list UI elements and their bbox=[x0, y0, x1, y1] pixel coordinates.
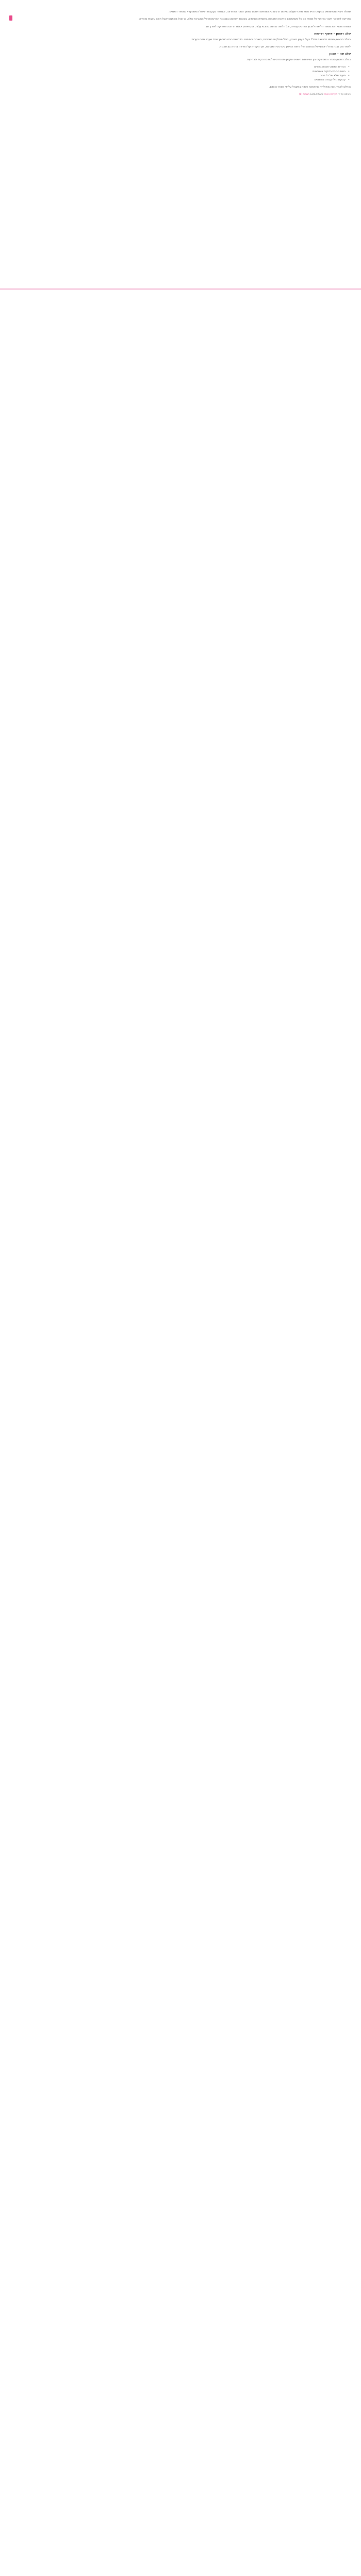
paragraph: שאלת ריבוי המשתמשים במערכת היא נושא מרכזי שעלה בדיונים הרבים בין הצוותים השונים במשך השנה האחרונה, ובמיוחד בעקבות הגידול המשמעותי במספר המנויים. bbox=[168, 10, 351, 13]
meta-date: 12/03/2023 bbox=[310, 93, 323, 96]
paragraph: הצוות הטכני הציג מספר חלופות לתכנון הארכיטקטורה, וכל חלופה נבחנה בהיבטי עלות, זמן פיתוח, יכולת הרחבה ותחזוקה לאורך זמן. bbox=[205, 25, 351, 28]
paragraph: בשלב הראשון נאספו הדרישות מכלל בעלי העניין בארגון, כולל מחלקות המכירות, השירות והפיתוח. הדרישות רוכזו במסמך אחד שעבר סבבי הערות. bbox=[190, 38, 351, 41]
meta-author-link[interactable]: מערכת האתר bbox=[324, 93, 338, 96]
paragraph: לאחר מכן נבנה מודל ראשוני של הנתונים ושל זרימת המידע בין רכיבי המערכת, תוך הקפדה על הפרדה ברורה בין שכבות. bbox=[219, 45, 351, 49]
list-item: • תיעוד מלא של כל רכיב bbox=[119, 74, 346, 78]
bookmark-icon[interactable] bbox=[9, 15, 12, 21]
section-divider bbox=[0, 289, 361, 290]
section-1 bbox=[119, 10, 351, 97]
paragraph: הדרישה לאפשר חיבור בו־זמני של מספר רב של משתמשים מחייבת התאמות בתשתית השרתים, בשכבת האחסון ובמנגנוני ההרשאות של המערכת כולה, כך שכל משתמש יקבל חוויה עקבית ומהירה. bbox=[138, 18, 351, 21]
post-meta bbox=[119, 93, 351, 96]
meta-comments-link[interactable]: תגובות (0) bbox=[299, 93, 309, 96]
list-item: • קביעת נהלי עבודה משותפים bbox=[119, 78, 346, 82]
list-item: • הגדרת ממשקי תכנות ברורים bbox=[119, 65, 346, 69]
meta-label: פורסם על ידי bbox=[338, 93, 351, 96]
section-heading: שלב ראשון – איסוף דרישות bbox=[314, 32, 351, 36]
paragraph: בשלב התכנון הוגדרו הממשקים בין השירותים השונים ונקבעו סטנדרטים לכתיבת הקוד ולבדיקות. bbox=[246, 58, 351, 61]
list-item: • בניית סביבת בדיקות אוטומטית bbox=[119, 70, 346, 74]
bullet-list bbox=[119, 65, 351, 82]
section-heading: שלב שני – תכנון bbox=[329, 53, 351, 56]
paragraph: הוחלט לאמץ גישה מודולרית שתאפשר פיתוח במקביל על ידי מספר צוותים. bbox=[269, 85, 351, 89]
